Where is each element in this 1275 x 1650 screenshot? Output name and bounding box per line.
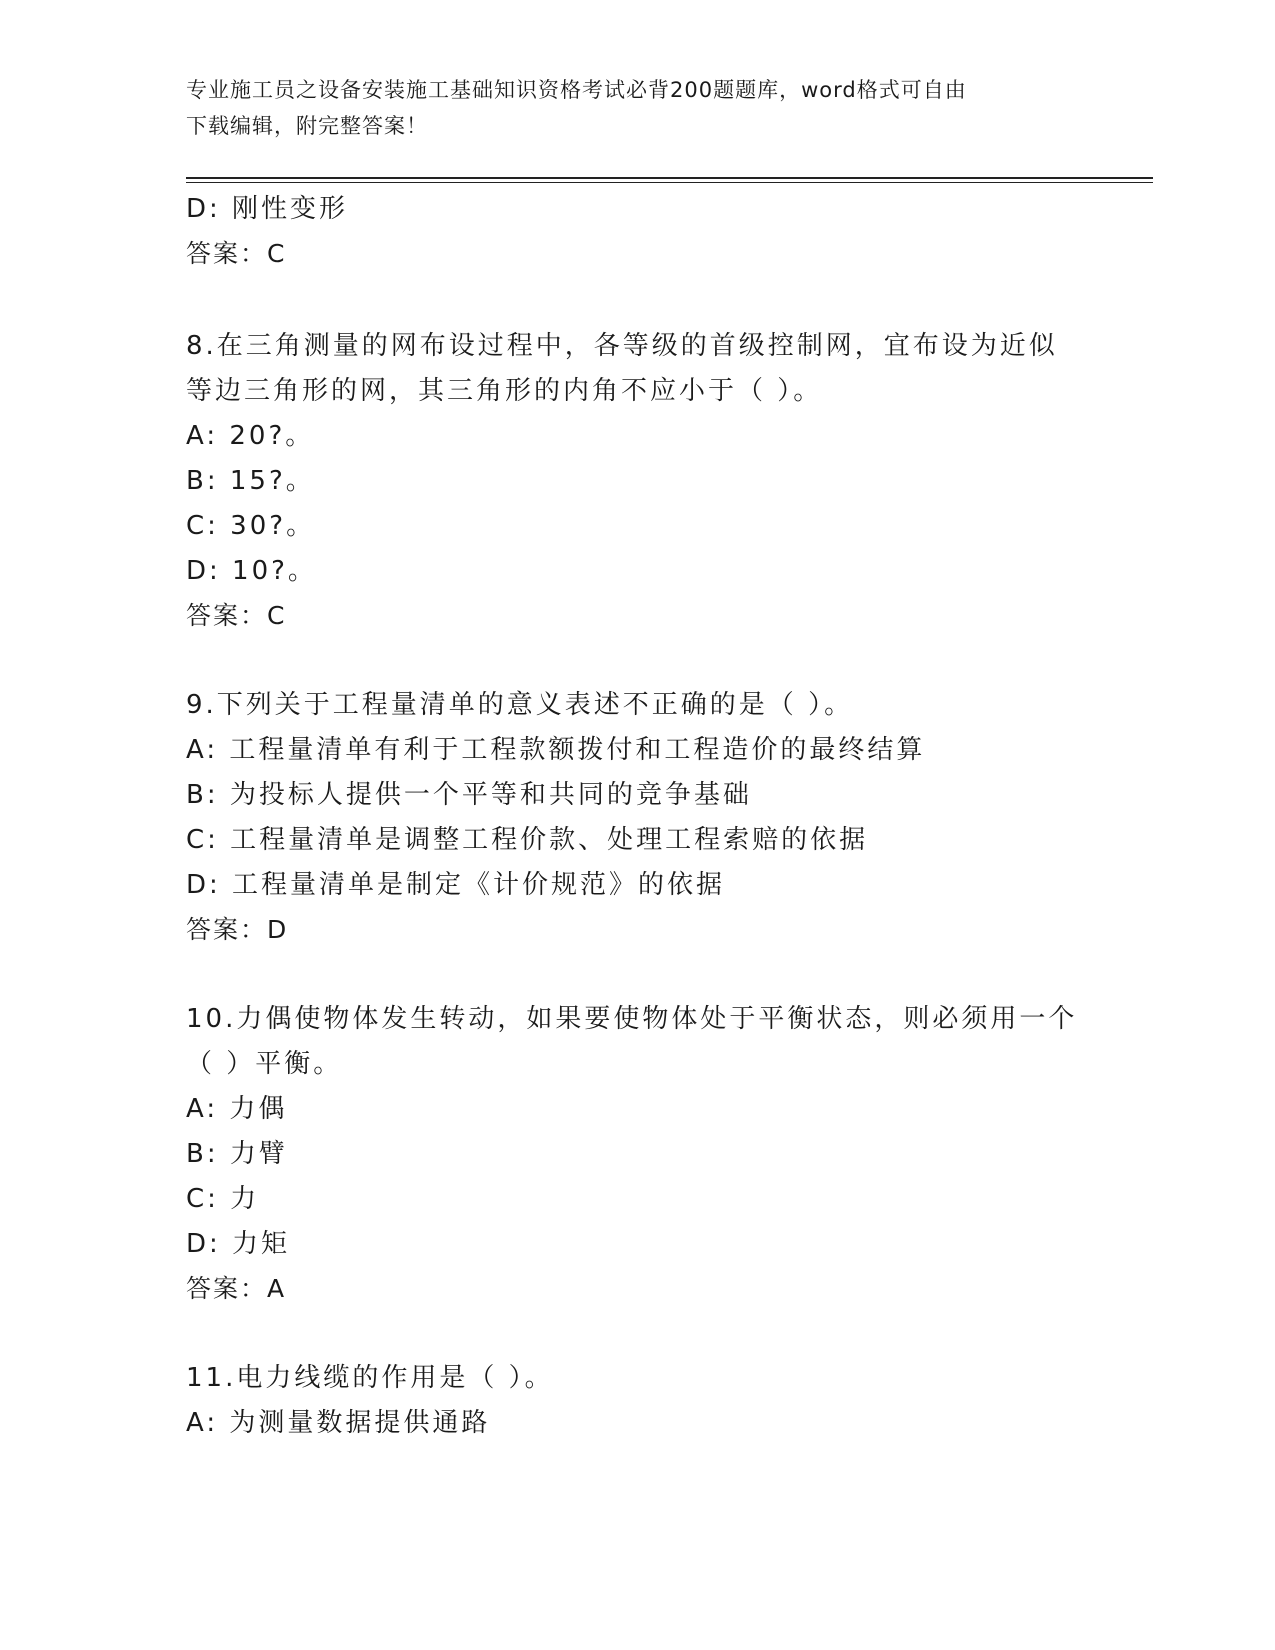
header-line-2: 下载编辑，附完整答案！	[186, 114, 428, 138]
option-b: B: 为投标人提供一个平等和共同的竞争基础	[186, 780, 752, 810]
option-d: D: 力矩	[186, 1229, 291, 1259]
option-a: A: 工程量清单有利于工程款额拨付和工程造价的最终结算	[186, 735, 926, 765]
answer: 答案：C	[186, 239, 287, 268]
answer: 答案：A	[186, 1274, 287, 1303]
question-stem-line: 等边三角形的网，其三角形的内角不应小于（ ）。	[186, 376, 823, 406]
header-divider-thick	[186, 177, 1153, 179]
option-c: C: 工程量清单是调整工程价款、处理工程索赔的依据	[186, 825, 869, 855]
question-stem-line: 10.力偶使物体发生转动，如果要使物体处于平衡状态，则必须用一个	[186, 1004, 1078, 1034]
header-line-1: 专业施工员之设备安装施工基础知识资格考试必背200题题库，word格式可自由	[186, 78, 967, 102]
document-header	[186, 72, 1076, 144]
option-d: D: 10?。	[186, 556, 317, 586]
option-c: C: 力	[186, 1184, 260, 1214]
option-a: A: 20?。	[186, 421, 315, 451]
option-a: A: 为测量数据提供通路	[186, 1408, 491, 1438]
answer: 答案：D	[186, 915, 289, 944]
question-stem-line: 9.下列关于工程量清单的意义表述不正确的是（ ）。	[186, 690, 854, 720]
answer: 答案：C	[186, 601, 287, 630]
option-d: D: 刚性变形	[186, 194, 349, 224]
option-a: A: 力偶	[186, 1094, 288, 1124]
question-stem-line: 8.在三角测量的网布设过程中，各等级的首级控制网，宜布设为近似	[186, 331, 1058, 361]
option-d: D: 工程量清单是制定《计价规范》的依据	[186, 870, 726, 900]
header-divider-thin	[186, 182, 1153, 183]
question-stem-line: （ ）平衡。	[186, 1049, 343, 1079]
option-b: B: 15?。	[186, 466, 315, 496]
question-stem-line: 11.电力线缆的作用是（ ）。	[186, 1363, 554, 1393]
option-c: C: 30?。	[186, 511, 316, 541]
option-b: B: 力臂	[186, 1139, 288, 1169]
